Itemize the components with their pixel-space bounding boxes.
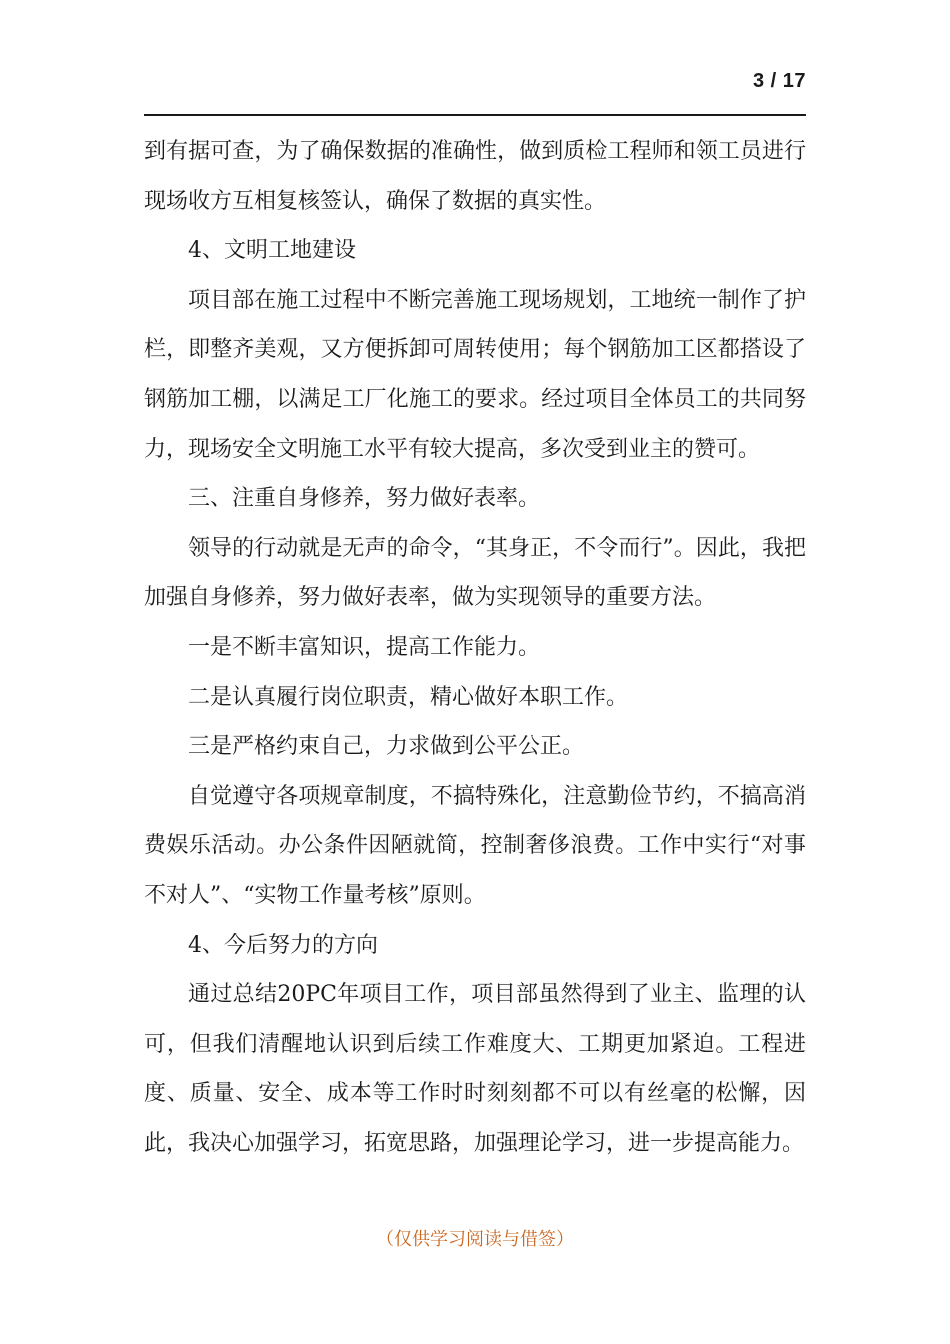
page-number: 3 / 17 xyxy=(752,70,806,92)
section-heading-future-direction: 4、今后努力的方向 xyxy=(188,932,378,958)
list-item-knowledge: 一是不断丰富知识，提高工作能力。 xyxy=(188,634,541,660)
paragraph-continued: 到有据可查，为了确保数据的准确性，做到质检工程师和领工员进行现场收方互相复核签认，确保了数据的真实性。 xyxy=(144,139,806,214)
list-item-self-discipline: 三是严格约束自己，力求做到公平公正。 xyxy=(188,734,585,760)
list-item-duties: 二是认真履行岗位职责，精心做好本职工作。 xyxy=(188,684,629,710)
document-body xyxy=(144,127,806,1168)
header-divider xyxy=(144,114,806,116)
paragraph-regulations: 自觉遵守各项规章制度，不搞特殊化，注意勤俭节约，不搞高消费娱乐活动。办公条件因陋就简，控制奢侈浪费。工作中实行“对事不对人”、“实物工作量考核”原则。 xyxy=(144,783,806,908)
footer-disclaimer: （仅供学习阅读与借签） xyxy=(376,1229,574,1250)
paragraph-site-planning: 项目部在施工过程中不断完善施工现场规划，工地统一制作了护栏，即整齐美观，又方便拆卸可周转使用；每个钢筋加工区都搭设了钢筋加工棚，以满足工厂化施工的要求。经过项目全体员工的共同努力，现场安全文明施工水平有较大提高，多次受到业主的赞可。 xyxy=(144,287,806,462)
paragraph-leadership-action: 领导的行动就是无声的命令，“其身正，不令而行”。因此，我把加强自身修养，努力做好表率，做为实现领导的重要方法。 xyxy=(144,535,806,611)
section-heading-civilized-site: 4、文明工地建设 xyxy=(188,238,356,264)
section-heading-self-cultivation: 三、注重自身修养，努力做好表率。 xyxy=(188,486,541,512)
paragraph-summary: 通过总结20PC年项目工作，项目部虽然得到了业主、监理的认可，但我们清醒地认识到后续工作难度大、工期更加紧迫。工程进度、质量、安全、成本等工作时时刻刻都不可以有丝毫的松懈，因此，我决心加强学习，拓宽思路，加强理论学习，进一步提高能力。 xyxy=(144,982,806,1156)
